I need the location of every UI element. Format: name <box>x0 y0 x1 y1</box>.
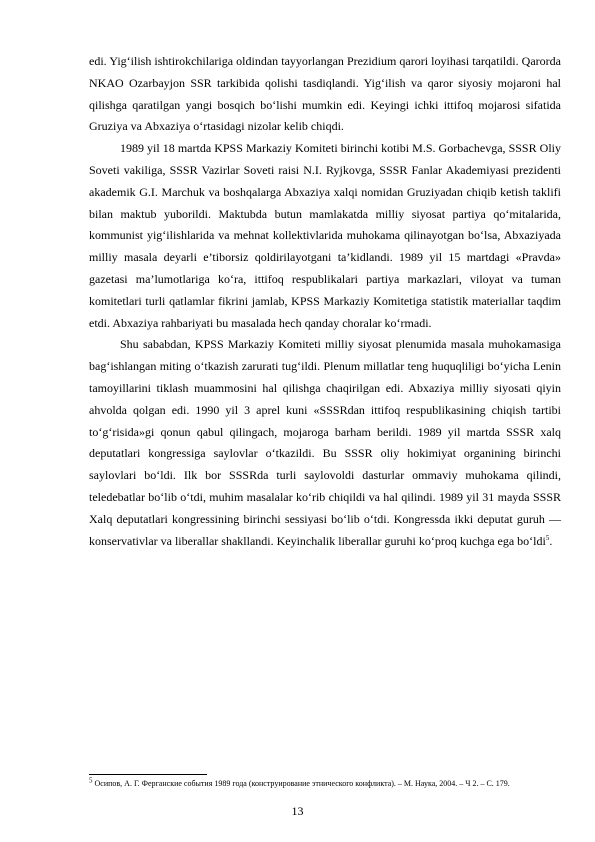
page-body <box>89 51 561 552</box>
footnote-reference[interactable]: 5 <box>545 533 550 542</box>
footnote-separator <box>89 774 207 775</box>
footnote <box>89 776 561 790</box>
paragraph-3-text: Shu sababdan, KPSS Markaziy Komiteti milliy siyosat plenumida masala muhokamasiga bag‘ishlangan miting o‘tkazish zarurati tug‘ildi. Plenum millatlar teng huquqliligi bo‘yicha Lenin tamoyillarini tiklash muammosini hal qilishga chaqirilgan edi. Abxaziya milliy siyosati qiyin ahvolda qolgan edi. 1990 yil 3 aprel kuni «SSSRdan ittifoq respublikasining chiqish tartibi to‘g‘risida»gi qonun qabul qilingach, mojaroga barham berildi. 1989 yil martda SSSR xalq deputatlari kongressiga saylovlar o‘tkazildi. Bu SSSR oliy hokimiyat organining birinchi saylovlari bo‘ldi. Ilk bor SSSRda turli saylovoldi dasturlar ommaviy muhokama qilindi, teledebatlar bo‘lib o‘tdi, muhim masalalar ko‘rib chiqildi va hal qilindi. 1989 yil 31 mayda SSSR Xalq deputatlari kongressining birinchi sessiyasi bo‘lib o‘tdi. Kongressda ikki deputat guruh — konservativlar va liberallar shakllandi. Keyinchalik liberallar guruhi ko‘proq kuchga ega bo‘ldi <box>89 337 561 548</box>
paragraph-1: edi. Yig‘ilish ishtirokchilariga oldindan tayyorlangan Prezidium qarori loyihasi tarqatildi. Qarorda NKAO Ozarbayjon SSR tarkibida qolishi tasdiqlandi. Yig‘ilish va qaror siyosiy mojaroni hal qilishga qaratilgan yangi bosqich bo‘lishi mumkin edi. Keyingi ichki ittifoq mojarosi sifatida Gruziya va Abxaziya o‘rtasidagi nizolar kelib chiqdi. <box>89 54 561 134</box>
paragraph-2: 1989 yil 18 martda KPSS Markaziy Komiteti birinchi kotibi M.S. Gorbachevga, SSSR Oliy Soveti vakiliga, SSSR Vazirlar Soveti raisi N.I. Ryjkovga, SSSR Fanlar Akademiyasi prezidenti akademik G.I. Marchuk va boshqalarga Abxaziya xalqi nomidan Gruziyadan chiqib ketish taklifi bilan maktub yuborildi. Maktubda butun mamlakatda milliy siyosat partiya qo‘mitalarida, kommunist yig‘ilishlarida va mehnat kollektivlarida muhokama qilinayotgan bo‘lsa, Abxaziyada milliy masala deyarli e’tiborsiz qoldirilayotgani ta’kidlandi. 1989 yil 15 martdagi «Pravda» gazetasi ma’lumotlariga ko‘ra, ittifoq respublikalari partiya markazlari, viloyat va tuman komitetlari turli qatlamlar fikrini jamlab, KPSS Markaziy Komitetiga statistik materiallar taqdim etdi. Abxaziya rahbariyati bu masalada hech qanday choralar ko‘rmadi. <box>89 141 561 330</box>
paragraph-3: Shu sababdan, KPSS Markaziy Komiteti milliy siyosat plenumida masala muhokamasiga bag‘ishlangan miting o‘tkazish zarurati tug‘ildi. Plenum millatlar teng huquqliligi bo‘yicha Lenin tamoyillarini tiklash muammosini hal qilishga chaqirilgan edi. Abxaziya milliy siyosati qiyin ahvolda qolgan edi. 1990 yil 3 aprel kuni «SSSRdan ittifoq respublikasining chiqish tartibi to‘g‘risida»gi qonun qabul qilingach, mojaroga barham berildi. 1989 yil martda SSSR xalq deputatlari kongressiga saylovlar o‘tkazildi. Bu SSSR oliy hokimiyat organining birinchi saylovlari bo‘ldi. Ilk bor SSSRda turli saylovoldi dasturlar ommaviy muhokama qilindi, teledebatlar bo‘lib o‘tdi, muhim masalalar ko‘rib chiqildi va hal qilindi. 1989 yil 31 mayda SSSR Xalq deputatlari kongressining birinchi sessiyasi bo‘lib o‘tdi. Kongressda ikki deputat guruh — konservativlar va liberallar shakllandi. Keyinchalik liberallar guruhi ko‘proq kuchga ega bo‘ldi$^5$. <box>89 337 561 548</box>
page-number: 13 <box>291 804 304 818</box>
footnote-number: 5 <box>89 776 93 785</box>
footnote-text: Осипов, А. Г. Ферганские события 1989 года (конструирование этнического конфликта). – М. Наука, 2004. – Ч 2. – С. 179. <box>94 779 510 788</box>
